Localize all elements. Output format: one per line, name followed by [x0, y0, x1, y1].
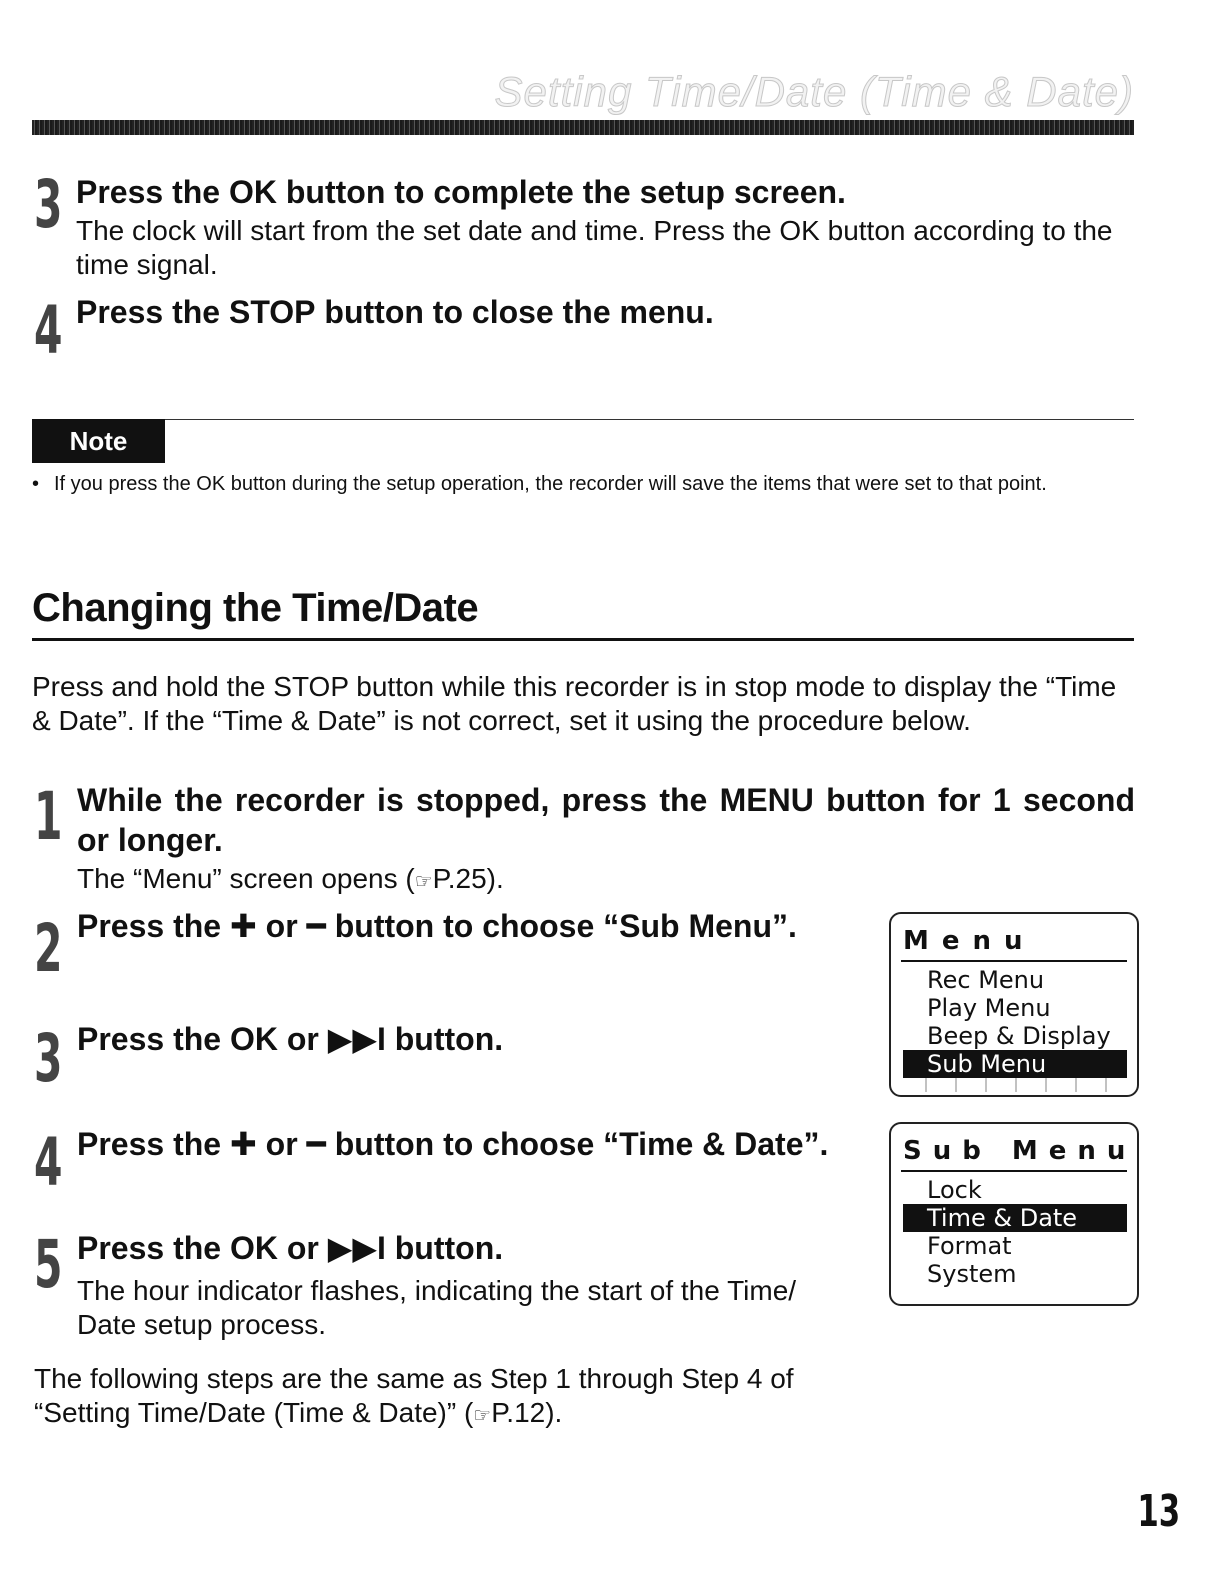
step-title: Press the ✚ or ━ button to choose “Time & Date”. — [77, 1126, 829, 1162]
header-bar — [32, 120, 1134, 135]
lcd-submenu-screen — [889, 1122, 1139, 1306]
lcd-submenu-title: Sub Menu — [903, 1136, 1137, 1166]
step-body: The hour indicator flashes, indicating the start of the Time/ Date setup process. — [77, 1275, 797, 1340]
section-rule — [32, 638, 1134, 641]
note-label: Note — [32, 419, 165, 463]
reference-icon: ☞ — [473, 1405, 492, 1427]
step-number: 1 — [34, 778, 63, 855]
note-text: • If you press the OK button during the setup operation, the recorder will save the items that were set to that point. — [32, 473, 1047, 495]
step-number: 2 — [34, 910, 63, 987]
section-intro: Press and hold the STOP button while this recorder is in stop mode to display the “Time & Date”. If the “Time & Date” is not correct, set it using the procedure below. — [32, 671, 1117, 736]
step-number: 5 — [34, 1226, 63, 1303]
lcd-menu-item-selected: Sub Menu — [903, 1050, 1127, 1078]
page-number: 13 — [1137, 1486, 1180, 1537]
lcd-rule — [901, 1170, 1127, 1172]
step-title: Press the STOP button to close the menu. — [76, 294, 714, 330]
lcd-menu-item: Beep & Display — [927, 1022, 1111, 1050]
step-number: 3 — [34, 1020, 63, 1097]
footer-paragraph: The following steps are the same as Step 1 through Step 4 of “Setting Time/Date (Time & Date)” (☞P.12). — [34, 1363, 794, 1428]
lcd-menu-title: Menu — [903, 926, 1036, 956]
step-body: The clock will start from the set date and time. Press the OK button according to the time signal. — [76, 215, 1113, 280]
lcd-rule — [901, 960, 1127, 962]
step-body: The “Menu” screen opens (☞P.25). — [77, 863, 504, 894]
step-number: 4 — [34, 292, 63, 369]
lcd-submenu-item: Format — [927, 1232, 1012, 1260]
lcd-menu-item: Play Menu — [927, 994, 1051, 1022]
lcd-menu-item: Rec Menu — [927, 966, 1045, 994]
step-title: Press the OK button to complete the setup screen. — [76, 174, 846, 210]
page-header-title: Setting Time/Date (Time & Date) — [494, 68, 1134, 115]
lcd-submenu-item: System — [927, 1260, 1017, 1288]
note-rule — [32, 419, 1134, 420]
lcd-menu-screen — [889, 912, 1139, 1097]
note-bullet: • — [32, 473, 40, 495]
step-title: Press the OK or ▶▶I button. — [77, 1021, 504, 1057]
reference-icon: ☞ — [414, 871, 433, 893]
lcd-submenu-item: Lock — [927, 1176, 982, 1204]
step-number: 4 — [34, 1124, 63, 1201]
step-title: Press the OK or ▶▶I button. — [77, 1230, 504, 1266]
lcd-flash-marks — [901, 1078, 1127, 1092]
section-title: Changing the Time/Date — [32, 586, 479, 630]
step-number: 3 — [34, 166, 63, 243]
lcd-submenu-item-selected: Time & Date — [903, 1204, 1127, 1232]
step-title: While the recorder is stopped, press the MENU button for 1 second or longer. — [77, 782, 1136, 858]
step-title: Press the ✚ or ━ button to choose “Sub Menu”. — [77, 908, 797, 944]
